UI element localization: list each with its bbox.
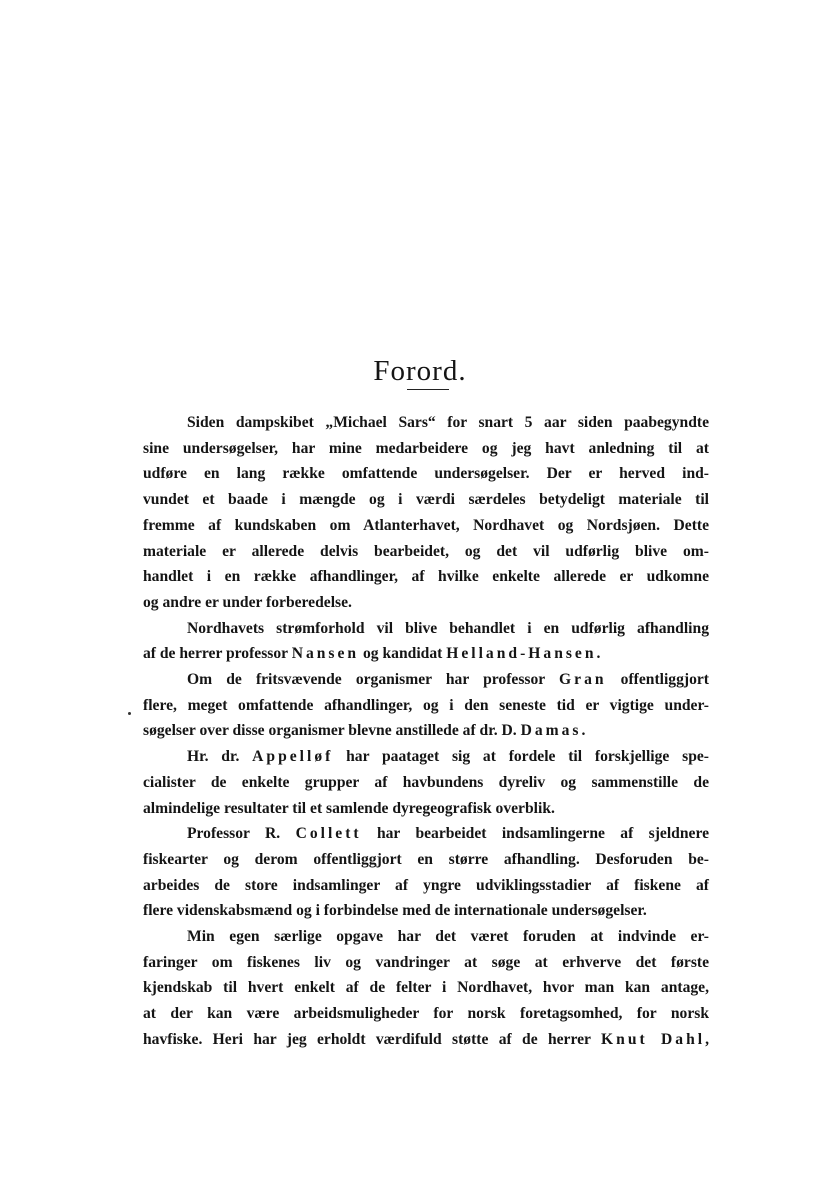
text-line: vundet et baade i mængde og i værdi særdeles betydeligt materiale til [143,491,709,509]
text-line: flere videnskabsmænd og i forbindelse med de internationale undersøgelser. [143,902,647,920]
spaced-name: Knut Dahl [601,1030,706,1048]
text-line: flere, meget omfattende afhandlinger, og i den seneste tid er vigtige under- [143,696,709,714]
text-line: cialister de enkelte grupper af havbundens dyreliv og sammenstille de [143,773,709,791]
margin-mark [128,712,131,715]
text-line: handlet i en række afhandlinger, af hvilke enkelte allerede er udkomne [143,568,709,586]
text-line: udføre en lang række omfattende undersøgelser. Der er herved ind- [143,465,709,483]
text-line: Nordhavets strømforhold vil blive behandlet i en udførlig afhandling [187,619,709,637]
preface-body [143,410,709,1053]
text-line: Professor R. Collett har bearbeidet indsamlingerne af sjeldnere [187,825,710,843]
text-line: Siden dampskibet „Michael Sars“ for snart 5 aar siden paabegyndte [187,414,709,431]
spaced-name: Nansen [291,645,360,663]
text-line: Min egen særlige opgave har det været foruden at indvinde er- [187,928,709,946]
text-line: fiskearter og derom offentliggjort en større afhandling. Desforuden be- [143,850,709,868]
text-line: materiale er allerede delvis bearbeidet, og det vil udførlig blive om- [143,542,709,560]
text-line: havfiske. Heri har jeg erholdt værdifuld støtte af de herrer Knut Dahl, [143,1030,709,1048]
spaced-name: Damas [520,722,582,740]
title-divider [407,389,449,390]
spaced-name: Helland-Hansen [446,645,597,663]
text-line: fremme af kundskaben om Atlanterhavet, Nordhavet og Nordsjøen. Dette [143,516,709,534]
text-line: faringer om fiskenes liv og vandringer at søge at erhverve det første [143,953,709,971]
text-line: Om de fritsvævende organismer har professor Gran offentliggjort [187,671,709,689]
text-line: Hr. dr. Appelløf har paataget sig at fordele til forskjellige spe- [187,748,709,766]
text-line: arbeides de store indsamlinger af yngre udviklingsstadier af fiskene af [143,876,709,894]
text-line: almindelige resultater til et samlende dyregeografisk overblik. [143,799,555,817]
spaced-name: Appelløf [252,748,334,766]
text-line: søgelser over disse organismer blevne anstillede af dr. D. Damas. [143,722,586,740]
text-line: sine undersøgelser, har mine medarbeidere og jeg havt anledning til at [143,439,709,457]
text-line: og andre er under forberedelse. [143,593,352,611]
spaced-name: Gran [559,671,607,689]
text-line: af de herrer professor Nansen og kandidat Helland-Hansen. [143,645,601,663]
spaced-name: Collett [295,825,362,843]
text-line: kjendskab til hvert enkelt af de felter i Nordhavet, hvor man kan antage, [143,979,709,997]
text-line: at der kan være arbeidsmuligheder for norsk foretagsomhed, for norsk [143,1005,709,1023]
page-title: Forord. [373,355,467,388]
